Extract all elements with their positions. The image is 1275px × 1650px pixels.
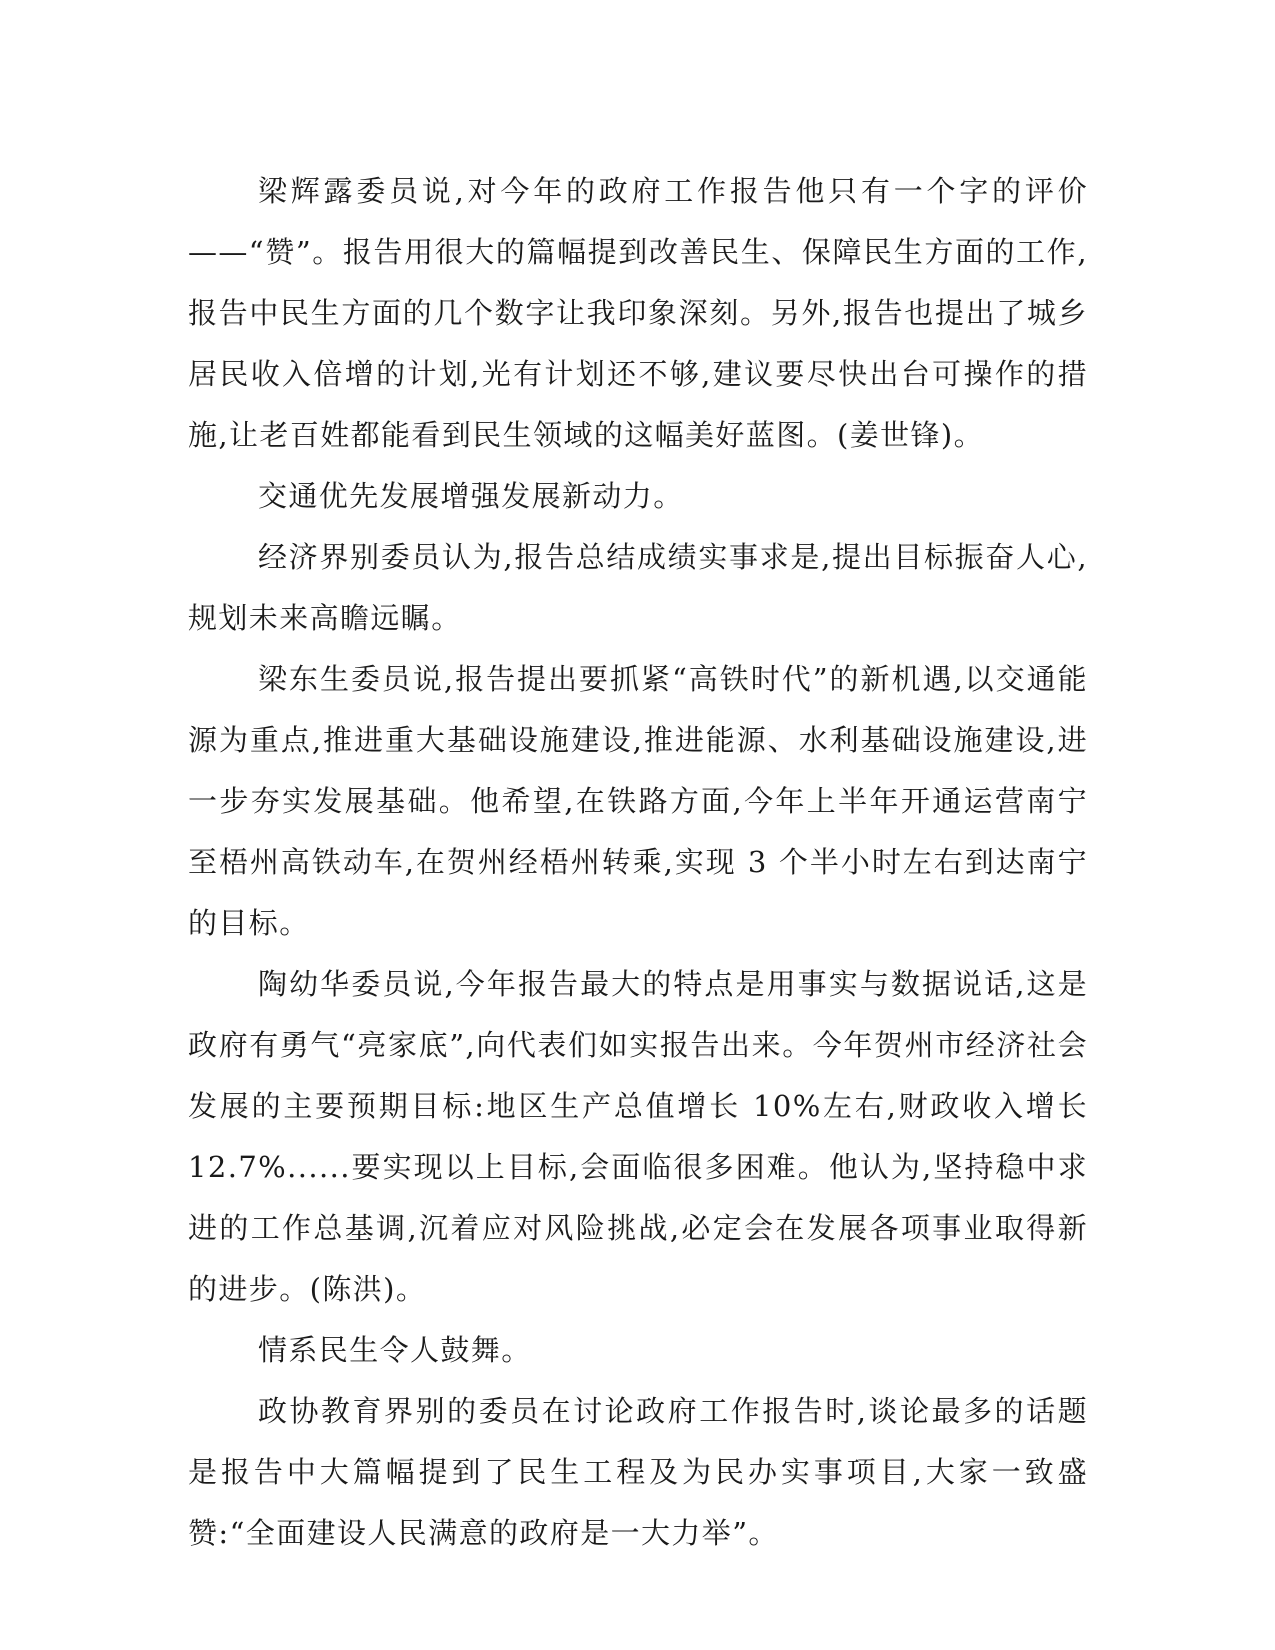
paragraph-liang-huilu: 梁辉露委员说,对今年的政府工作报告他只有一个字的评价——“赞”。报告用很大的篇幅提到改善民生、保障民生方面的工作,报告中民生方面的几个数字让我印象深刻。另外,报告也提出了城乡居民收入倍增的计划,光有计划还不够,建议要尽快出台可操作的措施,让老百姓都能看到民生领域的这幅美好蓝图。(姜世锋)。 xyxy=(188,174,1088,452)
article-body xyxy=(188,161,1088,1564)
paragraph-heading-transport: 交通优先发展增强发展新动力。 xyxy=(258,479,684,513)
paragraph-economic-sector: 经济界别委员认为,报告总结成绩实事求是,提出目标振奋人心,规划未来高瞻远瞩。 xyxy=(188,540,1088,635)
paragraph-education-sector: 政协教育界别的委员在讨论政府工作报告时,谈论最多的话题是报告中大篇幅提到了民生工程及为民办实事项目,大家一致盛赞:“全面建设人民满意的政府是一大力举”。 xyxy=(188,1394,1088,1550)
paragraph-tao-youhua: 陶幼华委员说,今年报告最大的特点是用事实与数据说话,这是政府有勇气“亮家底”,向代表们如实报告出来。今年贺州市经济社会发展的主要预期目标:地区生产总值增长 10%左右,财政收入增长 12.7%......要实现以上目标,会面临很多困难。他认为,坚持稳中求进的工作总基调,沉着应对风险挑战,必定会在发展各项事业取得新的进步。(陈洪)。 xyxy=(188,967,1088,1306)
paragraph-liang-dongsheng: 梁东生委员说,报告提出要抓紧“高铁时代”的新机遇,以交通能源为重点,推进重大基础设施建设,推进能源、水利基础设施建设,进一步夯实发展基础。他希望,在铁路方面,今年上半年开通运营南宁至梧州高铁动车,在贺州经梧州转乘,实现 3 个半小时左右到达南宁的目标。 xyxy=(188,662,1088,940)
paragraph-heading-livelihood: 情系民生令人鼓舞。 xyxy=(258,1333,532,1367)
